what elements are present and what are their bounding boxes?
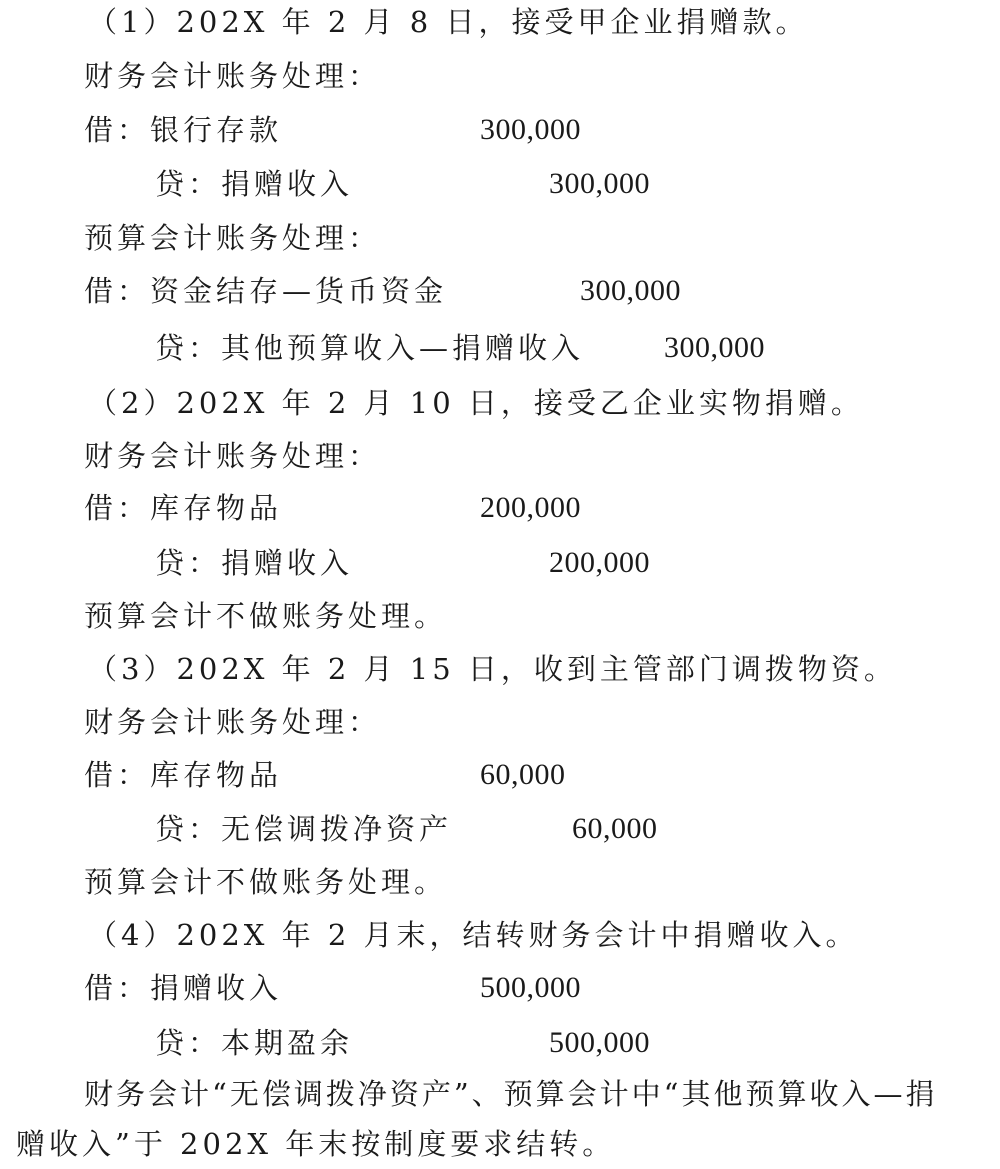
entry-4-debit-amount: 500,000 bbox=[480, 971, 581, 1004]
entry-2-financial-credit-amount: 200,000 bbox=[549, 546, 650, 579]
closing-note-line-1: 财务会计“无偿调拨净资产”、预算会计中“其他预算收入—捐 bbox=[84, 1077, 938, 1111]
entry-4-debit-account: 借：捐赠收入 bbox=[84, 971, 283, 1005]
entry-3-title: （3）202X 年 2 月 15 日，收到主管部门调拨物资。 bbox=[88, 652, 897, 686]
entry-2-financial-credit-account: 贷：捐赠收入 bbox=[155, 546, 354, 580]
entry-3-financial-credit-account: 贷：无偿调拨净资产 bbox=[155, 812, 453, 846]
entry-3-financial-credit-amount: 60,000 bbox=[572, 812, 658, 845]
entry-1-financial-label: 财务会计账务处理： bbox=[84, 59, 382, 93]
entry-1-financial-debit-account: 借：银行存款 bbox=[84, 113, 283, 147]
entry-1-title: （1）202X 年 2 月 8 日，接受甲企业捐赠款。 bbox=[88, 5, 809, 39]
entry-2-financial-debit-account: 借：库存物品 bbox=[84, 491, 283, 525]
entry-2-financial-debit-amount: 200,000 bbox=[480, 491, 581, 524]
entry-1-budget-credit-amount: 300,000 bbox=[664, 331, 765, 364]
entry-1-budget-debit-account: 借：资金结存—货币资金 bbox=[84, 274, 448, 308]
entry-3-financial-debit-amount: 60,000 bbox=[480, 758, 566, 791]
entry-1-budget-debit-amount: 300,000 bbox=[580, 274, 681, 307]
entry-2-budget-note: 预算会计不做账务处理。 bbox=[84, 599, 448, 633]
entry-1-budget-credit-account: 贷：其他预算收入—捐赠收入 bbox=[155, 331, 585, 365]
entry-4-title: （4）202X 年 2 月末，结转财务会计中捐赠收入。 bbox=[88, 918, 859, 952]
entry-2-title: （2）202X 年 2 月 10 日，接受乙企业实物捐赠。 bbox=[88, 386, 864, 420]
entry-1-financial-credit-amount: 300,000 bbox=[549, 167, 650, 200]
entry-3-financial-label: 财务会计账务处理： bbox=[84, 705, 382, 739]
entry-1-budget-label: 预算会计账务处理： bbox=[84, 221, 382, 255]
entry-4-credit-amount: 500,000 bbox=[549, 1026, 650, 1059]
entry-1-financial-credit-account: 贷：捐赠收入 bbox=[155, 167, 354, 201]
entry-2-financial-label: 财务会计账务处理： bbox=[84, 439, 382, 473]
entry-3-budget-note: 预算会计不做账务处理。 bbox=[84, 865, 448, 899]
entry-1-financial-debit-amount: 300,000 bbox=[480, 113, 581, 146]
closing-note-line-2: 赠收入”于 202X 年末按制度要求结转。 bbox=[16, 1127, 616, 1161]
entry-3-financial-debit-account: 借：库存物品 bbox=[84, 758, 283, 792]
entry-4-credit-account: 贷：本期盈余 bbox=[155, 1026, 354, 1060]
